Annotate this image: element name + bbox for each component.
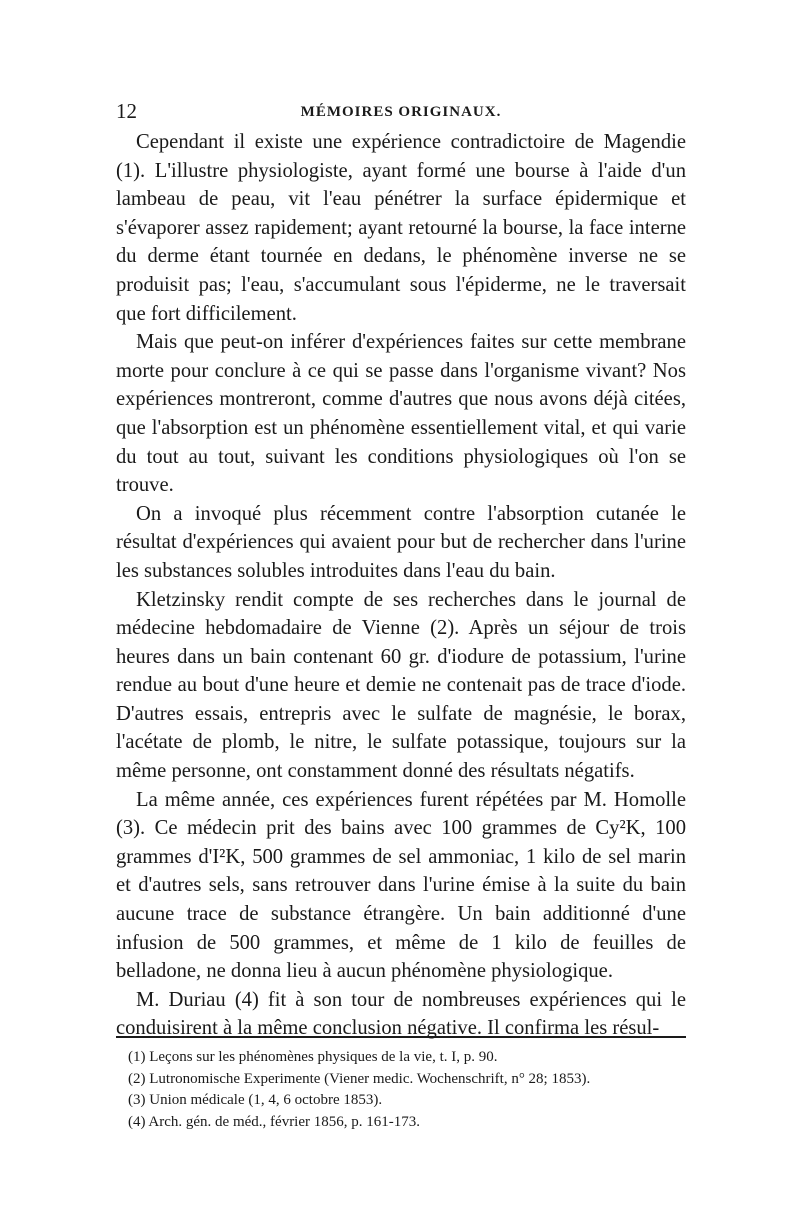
page-header bbox=[116, 96, 686, 126]
paragraph: La même année, ces expériences furent répétées par M. Homolle (3). Ce médecin prit des bains avec 100 grammes de Cy²K, 100 grammes d'I²K, 500 grammes de sel ammoniac, 1 kilo de sel marin et d'autres sels, sans retrouver dans l'urine émise à la suite du bain aucune trace de substance étrangère. Un bain additionné d'une infusion de 500 grammes, et même de 1 kilo de feuilles de belladone, ne donna lieu à aucun phénomène physiologique. bbox=[116, 788, 686, 983]
running-title: MÉMOIRES ORIGINAUX. bbox=[300, 104, 502, 120]
footnote: (3) Union médicale (1, 4, 6 octobre 1853). bbox=[128, 1092, 383, 1108]
footnote: (1) Leçons sur les phénomènes physiques de la vie, t. I, p. 90. bbox=[128, 1049, 498, 1065]
paragraph: On a invoqué plus récemment contre l'absorption cutanée le résultat d'expériences qui avaient pour but de rechercher dans l'urine les substances solubles introduites dans l'eau du bain. bbox=[116, 502, 686, 582]
footnotes bbox=[116, 1047, 686, 1133]
footnote-divider bbox=[116, 1036, 686, 1038]
footnote: (4) Arch. gén. de méd., février 1856, p. 161-173. bbox=[128, 1113, 421, 1130]
footnote: (2) Lutronomische Experimente (Viener medic. Wochenschrift, n° 28; 1853). bbox=[128, 1070, 591, 1087]
paragraph: M. Duriau (4) fit à son tour de nombreuses expériences qui le conduisirent à la même conclusion négative. Il confirma les résul- bbox=[116, 988, 686, 1040]
paragraph: Mais que peut-on inférer d'expériences faites sur cette membrane morte pour conclure à ce qui se passe dans l'organisme vivant? Nos expériences montreront, comme d'autres que nous avons déjà citées, que l'absorption est un phénomène essentiellement vital, et qui varie du tout au tout, suivant les conditions physiologiques où l'on se trouve. bbox=[116, 331, 686, 497]
paragraph: Cependant il existe une expérience contradictoire de Magendie (1). L'illustre physiologiste, ayant formé une bourse à l'aide d'un lambeau de peau, vit l'eau pénétrer la surface épidermique et s'évaporer assez rapidement; ayant retourné la bourse, la face interne du derme étant tournée en dedans, le phénomène inverse ne se produisit pas; l'eau, s'accumulant sous l'épiderme, ne le traversait que fort difficilement. bbox=[116, 131, 686, 325]
paragraph: Kletzinsky rendit compte de ses recherches dans le journal de médecine hebdomadaire de Vienne (2). Après un séjour de trois heures dans un bain contenant 60 gr. d'iodure de potassium, l'urine rendue au bout d'une heure et demie ne contenait pas de trace d'iode. D'autres essais, entrepris avec le sulfate de magnésie, le borax, l'acétate de plomb, le nitre, le sulfate potassique, toujours sur la même personne, ont constamment donné des résultats négatifs. bbox=[116, 588, 686, 783]
page-number: 12 bbox=[116, 99, 137, 123]
body-text bbox=[116, 128, 686, 1043]
